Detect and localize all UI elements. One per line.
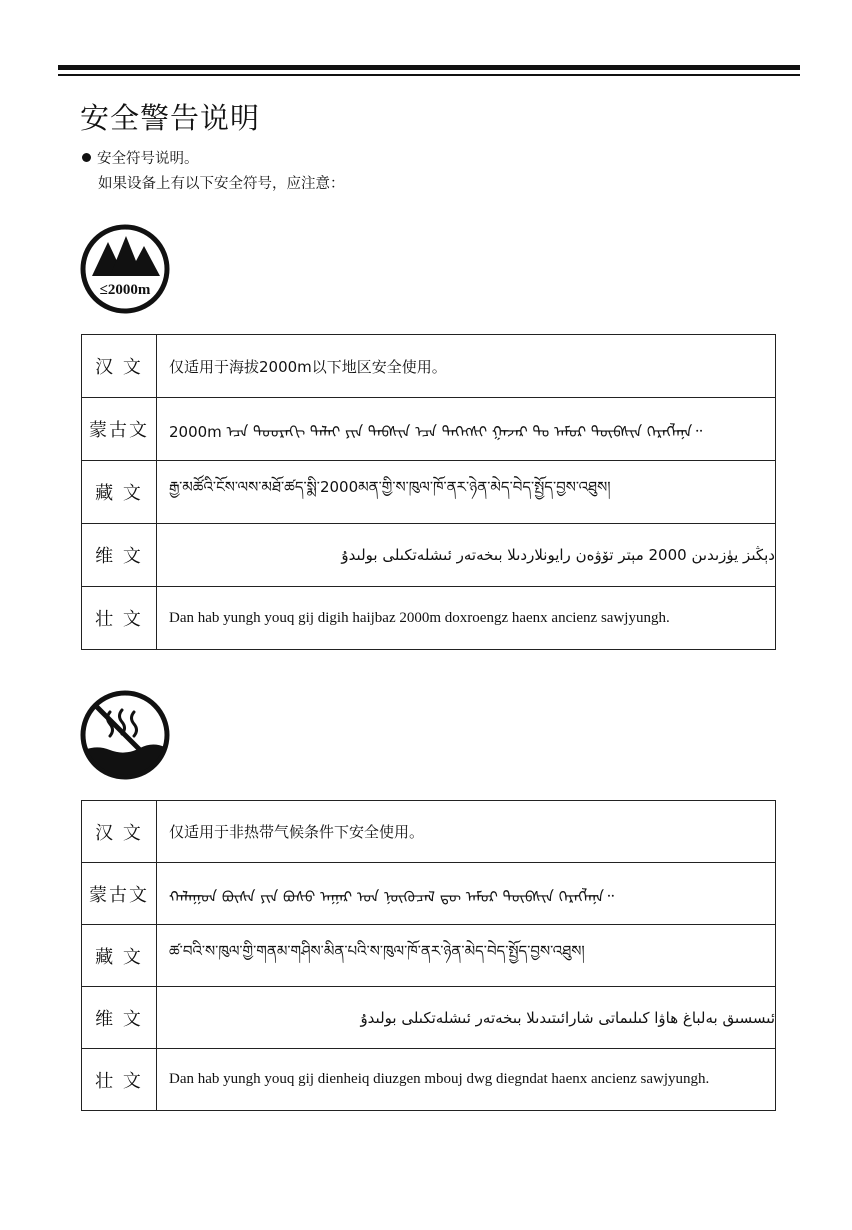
row-text: ཚ་བའི་ས་ཁུལ་གྱི་གནམ་གཤིས་མིན་པའི་ས་ཁུལ་ཁོ་ནར་ཉེན་མེད་བེད་སྤྱོད་བྱས་འཐུས། xyxy=(157,925,776,987)
altitude-limit-label: ≤2000m xyxy=(99,282,151,298)
table-row xyxy=(82,863,776,925)
altitude-limit-icon xyxy=(80,224,170,314)
lang-label: 汉 文 xyxy=(82,335,157,398)
table-row xyxy=(82,398,776,461)
row-text: ᠬᠠᠯᠠᠭᠤᠨ ᠪᠦᠰᠡ ᠶᠢᠨ ᠪᠤᠰᠤ ᠠᠭᠠᠷ ᠤᠨ ᠨᠥᠬᠥᠴᠡᠯ ᠳᠦ ᠠᠮᠤᠷ ᠲᠦᠪᠰᠢᠨ ᠬᠡᠷᠡᠭᠯᠡᠨᠡ᠃ xyxy=(157,863,776,925)
lang-label: 维 文 xyxy=(82,987,157,1049)
lang-label: 蒙古文 xyxy=(82,398,157,461)
row-text: 仅适用于非热带气候条件下安全使用。 xyxy=(157,801,776,863)
lang-label: 藏 文 xyxy=(82,925,157,987)
row-text: རྒྱ་མཚོའི་ངོས་ལས་མཐོ་ཚད་སྨི་2000མན་གྱི་ས་ཁུལ་ཁོ་ནར་ཉེན་མེད་བེད་སྤྱོད་བྱས་འཐུས། xyxy=(157,461,776,524)
lang-label: 维 文 xyxy=(82,524,157,587)
tropical-table xyxy=(81,800,776,1111)
lang-label: 蒙古文 xyxy=(82,863,157,925)
row-text: 2000m ᠡᠴᠡ ᠳᠣᠣᠷᠠᠬᠢ ᠳᠠᠯᠠᠢ ᠶᠢᠨ ᠲᠡᠪᠰᠢᠨ ᠡᠴᠡ ᠳᠡᠭᠡᠭᠰᠢ ᠭᠠᠵᠠᠷ ᠲᠤ ᠠᠮᠤᠷ ᠲᠦᠪᠰᠢᠨ ᠬᠡᠷᠡᠭᠯᠡᠨᠡ᠃ xyxy=(157,398,776,461)
table-row xyxy=(82,461,776,524)
table-row xyxy=(82,801,776,863)
row-text: Dan hab yungh youq gij dienheiq diuzgen mbouj dwg diegndat haenx ancienz sawjyungh. xyxy=(157,1049,776,1111)
note-text: 如果设备上有以下安全符号，应注意： xyxy=(98,176,345,192)
lang-label: 壮 文 xyxy=(82,587,157,650)
page-title: 安全警告说明 xyxy=(80,101,261,135)
table-row xyxy=(82,1049,776,1111)
row-text: دېڭىز يۈزىدىن 2000 مېتر تۆۋەن رايونلاردىلا بىخەتەر ئىشلەتكىلى بولىدۇ xyxy=(157,524,776,587)
table-row xyxy=(82,524,776,587)
bullet-icon xyxy=(82,153,91,162)
bullet-line xyxy=(82,147,199,168)
header-rule-thin xyxy=(58,74,800,76)
table-row xyxy=(82,587,776,650)
altitude-table xyxy=(81,334,776,650)
lang-label: 壮 文 xyxy=(82,1049,157,1111)
lang-label: 藏 文 xyxy=(82,461,157,524)
lang-label: 汉 文 xyxy=(82,801,157,863)
bullet-text: 安全符号说明。 xyxy=(97,151,199,167)
no-tropical-climate-icon xyxy=(80,690,170,780)
row-text: ئىسسىق بەلباغ ھاۋا كىلىماتى شارائىتىدىلا بىخەتەر ئىشلەتكىلى بولىدۇ xyxy=(157,987,776,1049)
row-text: Dan hab yungh youq gij digih haijbaz 2000m doxroengz haenx ancienz sawjyungh. xyxy=(157,587,776,650)
header-rule-thick xyxy=(58,65,800,70)
table-row xyxy=(82,335,776,398)
table-row xyxy=(82,925,776,987)
table-row xyxy=(82,987,776,1049)
row-text: 仅适用于海拔2000m以下地区安全使用。 xyxy=(157,335,776,398)
